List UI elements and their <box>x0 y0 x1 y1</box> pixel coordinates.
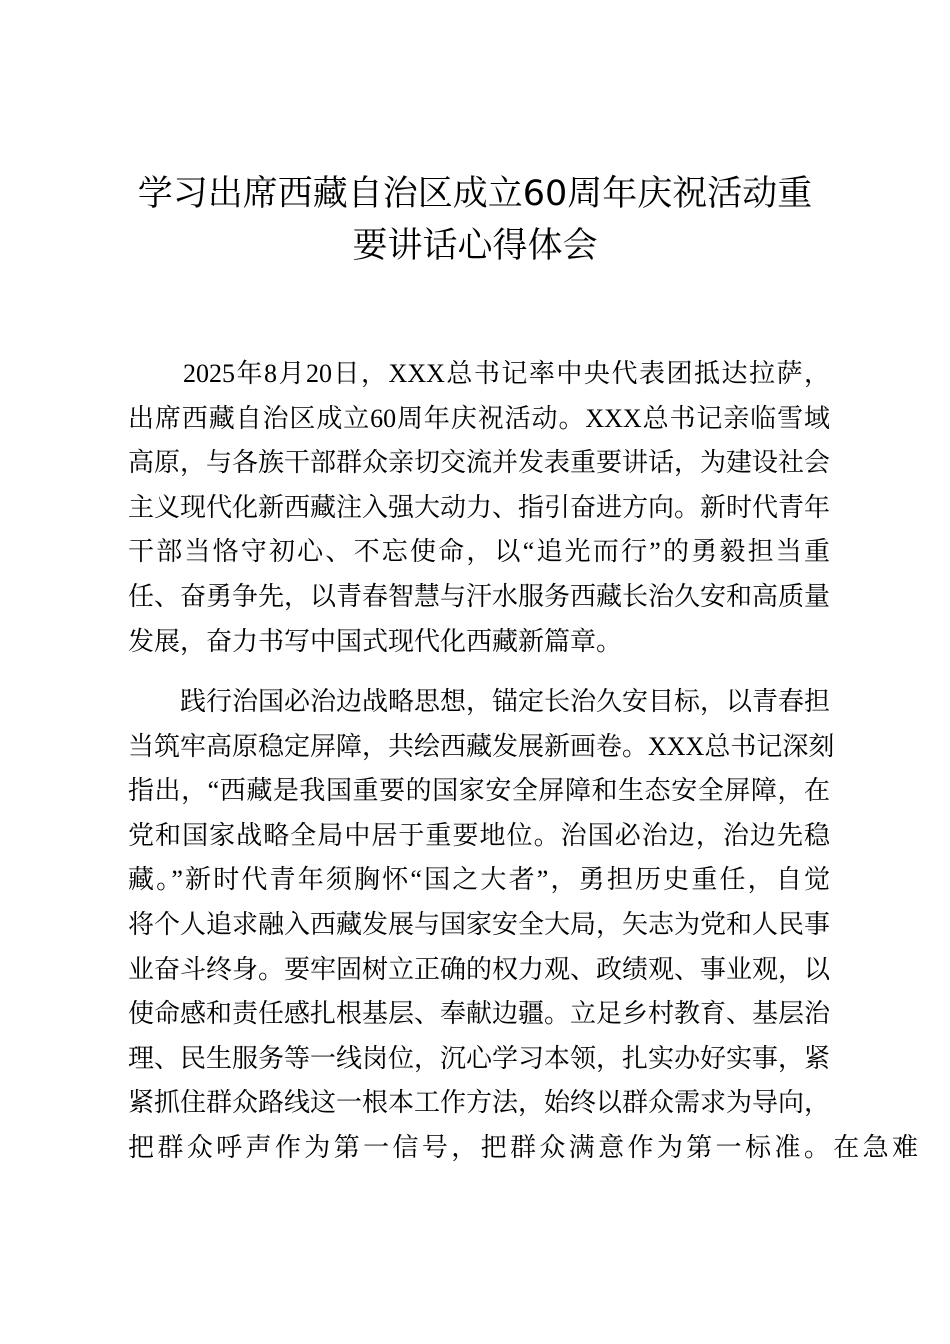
text-line: 藏。”新时代青年须胸怀“国之大者”，勇担历史重任，自觉 <box>128 865 830 895</box>
text-line: 党和国家战略全局中居于重要地位。治国必治边，治边先稳 <box>128 820 830 850</box>
text-line: 2025年8月20日，XXX总书记率中央代表团抵达拉萨， <box>128 359 830 388</box>
text-line: 高原，与各族干部群众亲切交流并发表重要讲话，为建设社会 <box>128 448 831 478</box>
text-line: 指出，“西藏是我国重要的国家安全屏障和生态安全屏障，在 <box>128 776 830 806</box>
title-line: 要讲话心得体会 <box>352 226 598 266</box>
document-title <box>0 168 950 272</box>
text-line: 主义现代化新西藏注入强大动力、指引奋进方向。新时代青年 <box>128 492 831 522</box>
text-line: 发展，奋力书写中国式现代化西藏新篇章。 <box>128 626 623 656</box>
title-line: 学习出席西藏自治区成立60周年庆祝活动重 <box>137 174 813 214</box>
paragraph-1 <box>128 352 830 664</box>
text-line: 使命感和责任感扎根基层、奉献边疆。立足乡村教育、基层治 <box>128 999 831 1029</box>
text-line: 把群众呼声作为第一信号，把群众满意作为第一标准。在急难 <box>128 1132 918 1162</box>
text-line: 践行治国必治边战略思想，锚定长治久安目标，以青春担 <box>128 687 831 716</box>
text-line: 紧抓住群众路线这一根本工作方法，始终以群众需求为导向， <box>128 1088 831 1118</box>
text-line: 任、奋勇争先，以青春智慧与汗水服务西藏长治久安和高质量 <box>128 581 831 611</box>
paragraph-2 <box>128 680 918 1171</box>
text-line: 业奋斗终身。要牢固树立正确的权力观、政绩观、事业观，以 <box>128 954 831 984</box>
text-line: 理、民生服务等一线岗位，沉心学习本领，扎实办好实事，紧 <box>128 1043 831 1073</box>
text-line: 干部当恪守初心、不忘使命，以“追光而行”的勇毅担当重 <box>128 537 830 567</box>
text-line: 出席西藏自治区成立60周年庆祝活动。XXX总书记亲临雪域 <box>128 403 830 433</box>
text-line: 当筑牢高原稳定屏障，共绘西藏发展新画卷。XXX总书记深刻 <box>128 731 835 761</box>
text-line: 将个人追求融入西藏发展与国家安全大局，矢志为党和人民事 <box>128 909 831 939</box>
